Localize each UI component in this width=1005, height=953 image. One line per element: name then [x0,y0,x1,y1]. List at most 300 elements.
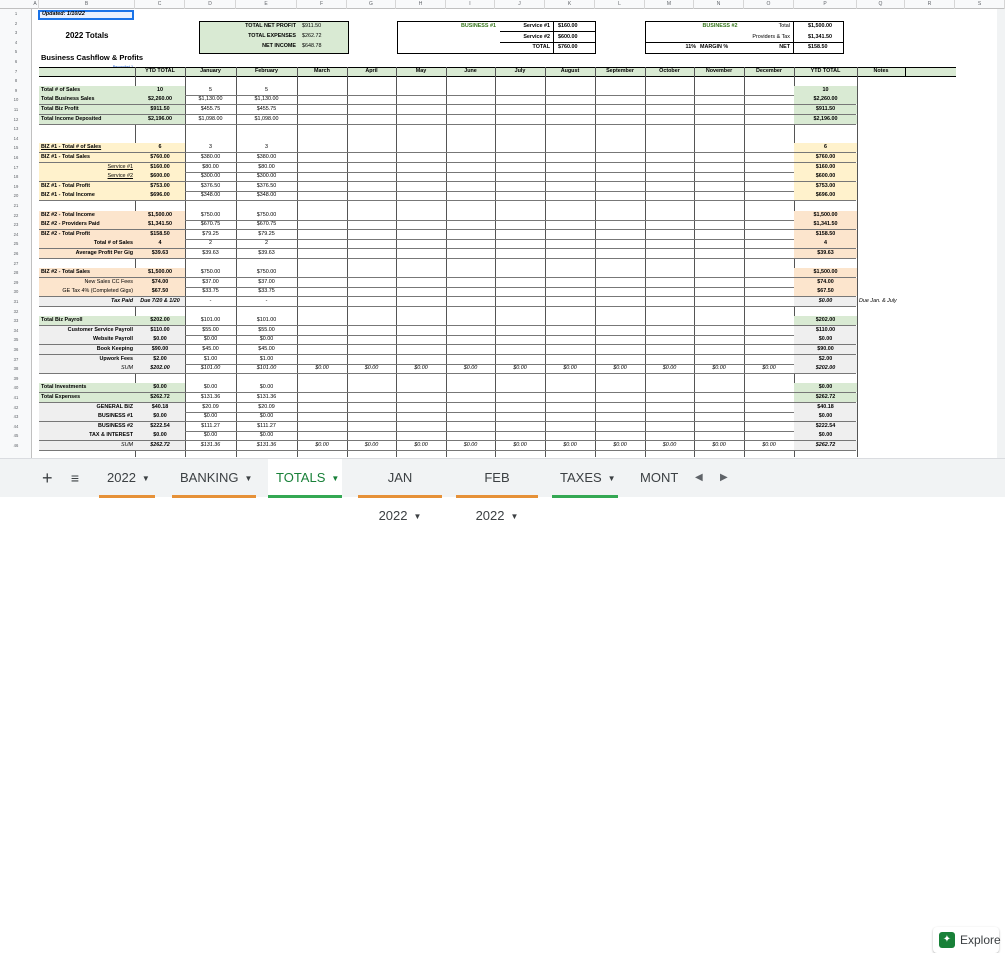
column-header-i[interactable]: I [446,0,495,9]
sheet-tab-mont[interactable] [632,459,684,498]
ytd-total-right-cell[interactable]: $0.00 [818,336,833,343]
row-label[interactable]: BIZ #1 - Total Profit [41,182,91,189]
row-header[interactable]: 4 [14,39,18,45]
total-net-profit-value[interactable]: $911.50 [302,23,322,29]
biz2-total-value[interactable]: $1,500.00 [808,23,832,29]
january-cell[interactable]: $0.00 [203,336,218,343]
add-sheet-icon[interactable]: + [42,468,53,488]
row-header[interactable]: 37 [13,356,19,362]
row-label[interactable]: Total Biz Payroll [41,317,83,324]
ytd-total-cell[interactable]: $2,260.00 [148,96,172,103]
business-2-label[interactable]: BUSINESS #2 [702,23,738,29]
ytd-total-cell[interactable]: $753.00 [150,182,170,189]
row-label[interactable]: Website Payroll [92,336,133,343]
column-heading[interactable]: May [415,67,427,74]
row-label[interactable]: Tax Paid [111,298,133,304]
total-expenses-label[interactable]: TOTAL EXPENSES [248,33,296,39]
january-cell[interactable]: $55.00 [202,326,219,333]
ytd-total-right-cell[interactable]: $0.00 [818,413,833,420]
ytd-total-right-cell[interactable]: $67.50 [817,288,834,295]
row-header[interactable]: 14 [13,135,19,141]
scroll-tabs-right-icon[interactable]: ▶ [720,472,728,483]
ytd-total-cell[interactable]: $67.50 [151,288,169,295]
sheet-tab-totals[interactable] [268,459,342,498]
january-cell[interactable]: $0.00 [203,432,218,439]
column-header-g[interactable]: G [347,0,396,9]
february-cell[interactable]: $300.00 [256,173,277,180]
ytd-total-cell[interactable]: Due 7/20 & 1/20 [140,298,180,304]
tab-menu-caret-icon[interactable]: ▼ [331,473,340,483]
ytd-total-cell[interactable]: $202.00 [150,365,170,372]
ytd-total-right-cell[interactable]: $74.00 [817,278,834,285]
row-header[interactable]: 10 [13,97,19,103]
scroll-tabs-left-icon[interactable]: ◀ [695,472,703,483]
sum-zero-cell[interactable]: $0.00 [364,442,379,448]
sum-zero-cell[interactable]: $0.00 [364,365,379,372]
ytd-total-cell[interactable]: $600.00 [150,173,170,180]
row-header[interactable]: 3 [14,30,18,36]
biz2-providers-value[interactable]: $1,341.50 [808,34,832,40]
january-cell[interactable]: $1.00 [203,355,218,362]
ytd-total-cell[interactable]: $110.00 [150,326,170,333]
february-cell[interactable]: $80.00 [258,163,275,170]
ytd-total-right-cell[interactable]: $1,500.00 [813,269,838,276]
column-header-a[interactable]: A [32,0,39,9]
biz1-total-value[interactable]: $760.00 [558,44,578,50]
january-cell[interactable]: $37.00 [202,278,219,285]
ytd-total-right-cell[interactable]: $1,341.50 [813,221,838,228]
row-header[interactable]: 34 [13,327,19,333]
row-label[interactable]: BUSINESS #1 [97,413,133,420]
biz1-total-label[interactable]: TOTAL [532,44,550,50]
column-header-b[interactable]: B [39,0,135,9]
january-cell[interactable]: $131.36 [200,394,221,400]
january-cell[interactable]: $376.50 [200,182,221,189]
ytd-total-cell[interactable]: $39.63 [151,250,169,256]
column-header-k[interactable]: K [545,0,595,9]
february-cell[interactable]: $101.00 [256,365,277,372]
column-header-p[interactable]: P [794,0,857,9]
february-cell[interactable]: $380.00 [256,154,277,160]
column-header-j[interactable]: J [495,0,545,9]
february-cell[interactable]: $101.00 [256,317,277,324]
january-cell[interactable]: $45.00 [202,346,219,352]
ytd-total-cell[interactable]: $0.00 [153,384,167,391]
row-header[interactable]: 31 [13,299,19,304]
february-cell[interactable]: $376.50 [256,182,277,189]
row-header[interactable]: 29 [13,279,19,285]
sum-zero-cell[interactable]: $0.00 [463,365,478,372]
february-cell[interactable]: $79.25 [258,230,275,237]
row-header[interactable]: 24 [13,231,19,237]
ytd-total-cell[interactable]: $2.00 [153,355,167,362]
biz2-net-value[interactable]: $158.50 [808,44,828,50]
ytd-total-cell[interactable]: $222.54 [150,422,170,429]
january-cell[interactable]: $1,130.00 [198,96,223,103]
row-header[interactable]: 17 [13,164,19,170]
row-header[interactable]: 46 [13,443,19,448]
column-heading[interactable]: April [365,67,378,74]
ytd-total-cell[interactable]: $1,500.00 [148,211,172,218]
biz2-net-label[interactable]: NET [779,44,790,50]
row-header[interactable]: 6 [14,59,18,64]
january-cell[interactable]: $33.75 [202,288,219,295]
february-cell[interactable]: $0.00 [259,336,274,343]
biz1-service1-value[interactable]: $160.00 [558,23,578,29]
january-cell[interactable]: $670.75 [200,221,221,228]
biz2-total-label[interactable]: Total [778,23,790,29]
ytd-total-right-cell[interactable]: $696.00 [815,192,836,199]
row-header[interactable]: 40 [13,385,19,391]
biz1-service2-value[interactable]: $600.00 [558,34,578,40]
sum-zero-cell[interactable]: $0.00 [662,365,677,372]
all-sheets-icon[interactable]: ≡ [70,470,80,486]
february-cell[interactable]: $55.00 [258,326,275,333]
vertical-scrollbar[interactable] [997,9,1005,458]
column-header-d[interactable]: D [185,0,236,9]
net-income-value[interactable]: $648.78 [302,43,322,49]
ytd-total-cell[interactable]: $40.18 [151,403,169,410]
column-header-h[interactable]: H [396,0,446,9]
january-cell[interactable]: $101.00 [200,365,221,372]
january-cell[interactable]: $380.00 [200,154,221,160]
ytd-total-cell[interactable]: $0.00 [153,432,167,439]
updated-date-cell[interactable]: Updated: 1/10/22 [42,11,85,17]
row-label[interactable]: GE Tax 4% (Completed Gigs) [62,288,133,295]
ytd-total-cell[interactable]: $160.00 [150,163,170,170]
ytd-total-cell[interactable]: 10 [157,86,163,93]
february-cell[interactable]: $455.75 [256,106,277,112]
ytd-total-cell[interactable]: $262.72 [150,394,170,400]
february-cell[interactable]: $670.75 [256,221,277,228]
january-cell[interactable]: 2 [209,240,212,247]
column-heading[interactable]: September [606,67,634,74]
ytd-total-right-cell[interactable]: $2,196.00 [813,115,838,122]
row-label[interactable]: BIZ #1 - Total Income [41,192,95,199]
february-cell[interactable]: $111.27 [257,422,276,429]
row-label[interactable]: Total Investments [41,384,87,391]
column-header-q[interactable]: Q [857,0,905,9]
january-cell[interactable]: $0.00 [203,413,218,420]
february-cell[interactable]: - [265,298,268,304]
row-header[interactable]: 43 [13,414,19,420]
february-cell[interactable]: $1,130.00 [254,96,279,103]
row-header[interactable]: 19 [13,183,19,189]
ytd-total-right-cell[interactable]: $110.00 [815,326,836,333]
ytd-total-right-cell[interactable]: $2,260.00 [813,96,838,103]
january-cell[interactable]: 3 [209,144,212,151]
biz2-providers-label[interactable]: Providers & Tax [752,34,790,40]
tab-menu-caret-icon[interactable]: ▼ [510,511,519,521]
sum-zero-cell[interactable]: $0.00 [712,365,726,372]
row-label[interactable]: BIZ #2 - Total Profit [41,230,91,237]
sheet-title[interactable]: 2022 Totals [65,31,109,40]
row-header[interactable]: 38 [13,366,19,372]
row-header[interactable]: 13 [13,126,19,132]
row-header[interactable]: 45 [13,433,19,439]
column-heading[interactable]: November [705,67,733,74]
ytd-total-right-cell[interactable]: $39.63 [817,250,834,256]
february-cell[interactable]: 2 [265,240,268,247]
tab-menu-caret-icon[interactable]: ▼ [607,473,616,483]
notes-cell[interactable]: Due Jan. & July [859,298,897,304]
sum-zero-cell[interactable]: $0.00 [563,365,577,372]
ytd-total-right-cell[interactable]: $2.00 [818,355,833,362]
column-header-m[interactable]: M [645,0,694,9]
row-header[interactable]: 11 [13,107,19,112]
column-heading[interactable]: YTD TOTAL [145,67,175,74]
ytd-total-right-cell[interactable]: $262.72 [815,442,836,448]
january-cell[interactable]: - [209,298,212,304]
ytd-total-right-cell[interactable]: $40.18 [817,403,834,410]
row-label[interactable]: Upwork Fees [99,355,133,362]
row-header[interactable]: 8 [14,78,18,84]
january-cell[interactable]: $101.00 [200,317,221,324]
ytd-total-cell[interactable]: 4 [158,240,162,247]
ytd-total-right-cell[interactable]: $0.00 [818,298,833,304]
row-header[interactable]: 1 [14,11,18,16]
row-header[interactable]: 39 [13,375,19,381]
biz2-margin-value[interactable]: 11% [685,44,696,50]
february-cell[interactable]: $0.00 [259,413,274,420]
ytd-total-cell[interactable]: $0.00 [153,413,167,420]
total-expenses-value[interactable]: $262.72 [302,33,322,39]
january-cell[interactable]: $80.00 [202,163,219,170]
february-cell[interactable]: $131.36 [256,394,277,400]
row-label[interactable]: BIZ #1 - Total # of Sales [41,144,102,151]
row-label[interactable]: Total # of Sales [93,240,133,247]
row-header[interactable]: 35 [13,337,19,343]
february-cell[interactable]: 5 [265,86,268,93]
explore-button[interactable] [933,927,999,953]
ytd-total-cell[interactable]: $2,196.00 [148,115,172,122]
ytd-total-right-cell[interactable]: $753.00 [815,182,836,189]
ytd-total-right-cell[interactable]: 10 [822,86,829,93]
february-cell[interactable]: 3 [265,144,268,151]
row-header[interactable]: 23 [13,222,19,228]
ytd-total-right-cell[interactable]: $202.00 [815,365,836,372]
row-label[interactable]: Average Profit Per Gig [75,250,133,256]
row-header[interactable]: 30 [13,289,19,295]
row-header[interactable]: 44 [13,423,19,429]
january-cell[interactable]: $111.27 [201,422,220,429]
ytd-total-right-cell[interactable]: $760.00 [815,154,836,160]
total-net-profit-label[interactable]: TOTAL NET PROFIT [245,23,296,29]
february-cell[interactable]: $39.63 [258,250,275,256]
sum-zero-cell[interactable]: $0.00 [762,365,776,372]
column-heading[interactable]: August [560,67,580,74]
row-label[interactable]: Total # of Sales [41,86,81,93]
january-cell[interactable]: $455.75 [200,106,221,112]
ytd-total-cell[interactable]: $90.00 [151,346,169,352]
row-header[interactable]: 15 [13,145,19,151]
row-label[interactable]: TAX & INTEREST [89,432,133,439]
february-cell[interactable]: $348.00 [256,192,277,199]
sum-zero-cell[interactable]: $0.00 [762,442,776,448]
column-heading[interactable]: February [254,67,279,74]
ytd-total-cell[interactable]: $911.50 [150,106,170,112]
row-label[interactable]: Customer Service Payroll [67,326,133,333]
february-cell[interactable]: $0.00 [259,384,274,391]
january-cell[interactable]: $300.00 [200,173,221,180]
column-header-bar[interactable] [0,0,1005,9]
column-header-e[interactable]: E [236,0,297,9]
row-label[interactable]: SUM [121,365,133,372]
column-heading[interactable]: March [314,67,330,74]
sheet-tab-2022[interactable] [99,459,155,498]
january-cell[interactable]: $0.00 [203,384,218,391]
tab-menu-caret-icon[interactable]: ▼ [244,473,253,483]
column-heading[interactable]: Notes [873,67,889,74]
row-label[interactable]: BUSINESS #2 [97,422,133,429]
business-1-label[interactable]: BUSINESS #1 [460,23,496,29]
row-label[interactable]: Book Keeping [96,346,133,352]
january-cell[interactable]: 5 [209,86,212,93]
ytd-total-right-cell[interactable]: 6 [824,144,827,151]
sheet-subtitle[interactable]: Business Cashflow & Profits [41,53,144,62]
february-cell[interactable]: $37.00 [258,278,275,285]
row-header[interactable]: 33 [13,318,19,324]
sheet-tab-feb-2022[interactable] [456,459,538,523]
february-cell[interactable]: $1,098.00 [254,115,279,122]
ytd-total-right-cell[interactable]: $1,500.00 [813,211,838,218]
row-label[interactable]: New Sales CC Fees [84,278,133,285]
row-label[interactable]: BIZ #2 - Total Sales [41,269,91,276]
row-label[interactable]: Total Biz Profit [41,106,79,112]
column-header-n[interactable]: N [694,0,744,9]
row-header[interactable]: 28 [13,270,19,276]
row-header[interactable]: 27 [13,260,19,266]
spreadsheet-grid[interactable] [0,0,1005,458]
ytd-total-cell[interactable]: $202.00 [150,317,170,324]
column-header-r[interactable]: R [905,0,955,9]
row-header[interactable]: 32 [13,308,19,314]
february-cell[interactable]: $20.09 [258,403,275,410]
column-header-f[interactable]: F [297,0,347,9]
ytd-total-cell[interactable]: $1,500.00 [148,269,172,276]
ytd-total-right-cell[interactable]: 4 [824,240,827,247]
ytd-total-right-cell[interactable]: $160.00 [815,163,836,170]
january-cell[interactable]: $750.00 [200,269,221,276]
sum-zero-cell[interactable]: $0.00 [463,442,478,448]
sum-zero-cell[interactable]: $0.00 [315,365,329,372]
sum-zero-cell[interactable]: $0.00 [712,442,726,448]
sheet-tab-jan-2022[interactable] [358,459,442,523]
row-header[interactable]: 42 [13,404,19,410]
ytd-total-right-cell[interactable]: $158.50 [815,230,836,237]
february-cell[interactable]: $1.00 [259,355,274,362]
sum-zero-cell[interactable]: $0.00 [414,442,428,448]
row-label[interactable]: BIZ #2 - Providers Paid [41,221,100,228]
row-header[interactable]: 16 [13,155,19,160]
biz2-margin-label[interactable]: MARGIN % [700,44,729,50]
january-cell[interactable]: $1,098.00 [198,115,223,122]
row-header[interactable]: 12 [13,116,19,122]
sum-zero-cell[interactable]: $0.00 [315,442,329,448]
sum-zero-cell[interactable]: $0.00 [513,442,527,448]
column-heading[interactable]: YTD TOTAL [810,67,841,74]
february-cell[interactable]: $45.00 [258,346,275,352]
ytd-total-right-cell[interactable]: $90.00 [817,346,834,352]
ytd-total-right-cell[interactable]: $0.00 [818,384,833,391]
column-header-c[interactable]: C [135,0,185,9]
row-label[interactable]: Service #2 [107,173,133,180]
ytd-total-cell[interactable]: $262.72 [150,442,170,448]
column-heading[interactable]: July [514,67,526,74]
row-label[interactable]: BIZ #1 - Total Sales [41,154,91,160]
february-cell[interactable]: $33.75 [258,288,275,295]
ytd-total-cell[interactable]: $1,341.50 [148,221,172,228]
row-header[interactable]: 36 [13,347,19,352]
row-label[interactable]: Total Business Sales [41,96,95,103]
february-cell[interactable]: $750.00 [256,211,277,218]
ytd-total-right-cell[interactable]: $222.54 [815,422,836,429]
sum-zero-cell[interactable]: $0.00 [613,442,627,448]
tab-menu-caret-icon[interactable]: ▼ [413,511,422,521]
row-header[interactable]: 7 [14,68,18,74]
sheet-tab-banking[interactable] [172,459,256,498]
sheet-tab-taxes[interactable] [552,459,618,498]
ytd-total-cell[interactable]: $0.00 [153,336,167,343]
ytd-total-cell[interactable]: $158.50 [150,230,170,237]
row-label[interactable]: Total Expenses [41,394,81,400]
sum-zero-cell[interactable]: $0.00 [513,365,527,372]
ytd-total-cell[interactable]: 6 [158,144,162,151]
january-cell[interactable]: $131.36 [200,442,221,448]
row-header[interactable]: 25 [13,241,19,247]
row-label[interactable]: BIZ #2 - Total Income [41,211,95,218]
biz1-service1-label[interactable]: Service #1 [523,23,550,29]
ytd-total-cell[interactable]: $74.00 [151,278,169,285]
february-cell[interactable]: $131.36 [256,442,277,448]
january-cell[interactable]: $348.00 [200,192,221,199]
february-cell[interactable]: $750.00 [256,269,277,276]
row-header-bar[interactable] [0,9,32,458]
row-header[interactable]: 20 [13,193,19,199]
row-header[interactable]: 2 [14,20,18,26]
row-label[interactable]: Service #1 [107,163,133,170]
biz1-service2-label[interactable]: Service #2 [523,34,550,40]
sum-zero-cell[interactable]: $0.00 [613,365,627,372]
ytd-total-right-cell[interactable]: $262.72 [815,394,836,400]
ytd-total-right-cell[interactable]: $911.50 [815,106,836,112]
row-header[interactable]: 41 [13,395,19,400]
column-heading[interactable]: January [200,67,221,74]
column-heading[interactable]: June [464,67,477,74]
row-header[interactable]: 21 [13,203,19,208]
column-header-s[interactable]: S [955,0,1005,9]
net-income-label[interactable]: NET INCOME [262,43,296,49]
sum-zero-cell[interactable]: $0.00 [414,365,428,372]
row-header[interactable]: 9 [14,87,18,93]
february-cell[interactable]: $0.00 [259,432,274,439]
column-header-o[interactable]: O [744,0,794,9]
row-header[interactable]: 22 [13,212,19,218]
row-label[interactable]: SUM [121,442,133,448]
row-label[interactable]: GENERAL BIZ [96,403,133,410]
tab-menu-caret-icon[interactable]: ▼ [141,473,150,483]
january-cell[interactable]: $20.09 [202,403,219,410]
row-header[interactable]: 5 [14,49,18,55]
ytd-total-right-cell[interactable]: $0.00 [818,432,833,439]
ytd-total-right-cell[interactable]: $202.00 [815,317,836,324]
january-cell[interactable]: $39.63 [202,250,219,256]
ytd-total-cell[interactable]: $696.00 [150,192,170,199]
ytd-total-cell[interactable]: $760.00 [150,154,170,160]
row-header[interactable]: 26 [13,251,19,256]
january-cell[interactable]: $79.25 [202,230,219,237]
row-label[interactable]: Total Income Deposited [41,115,102,122]
